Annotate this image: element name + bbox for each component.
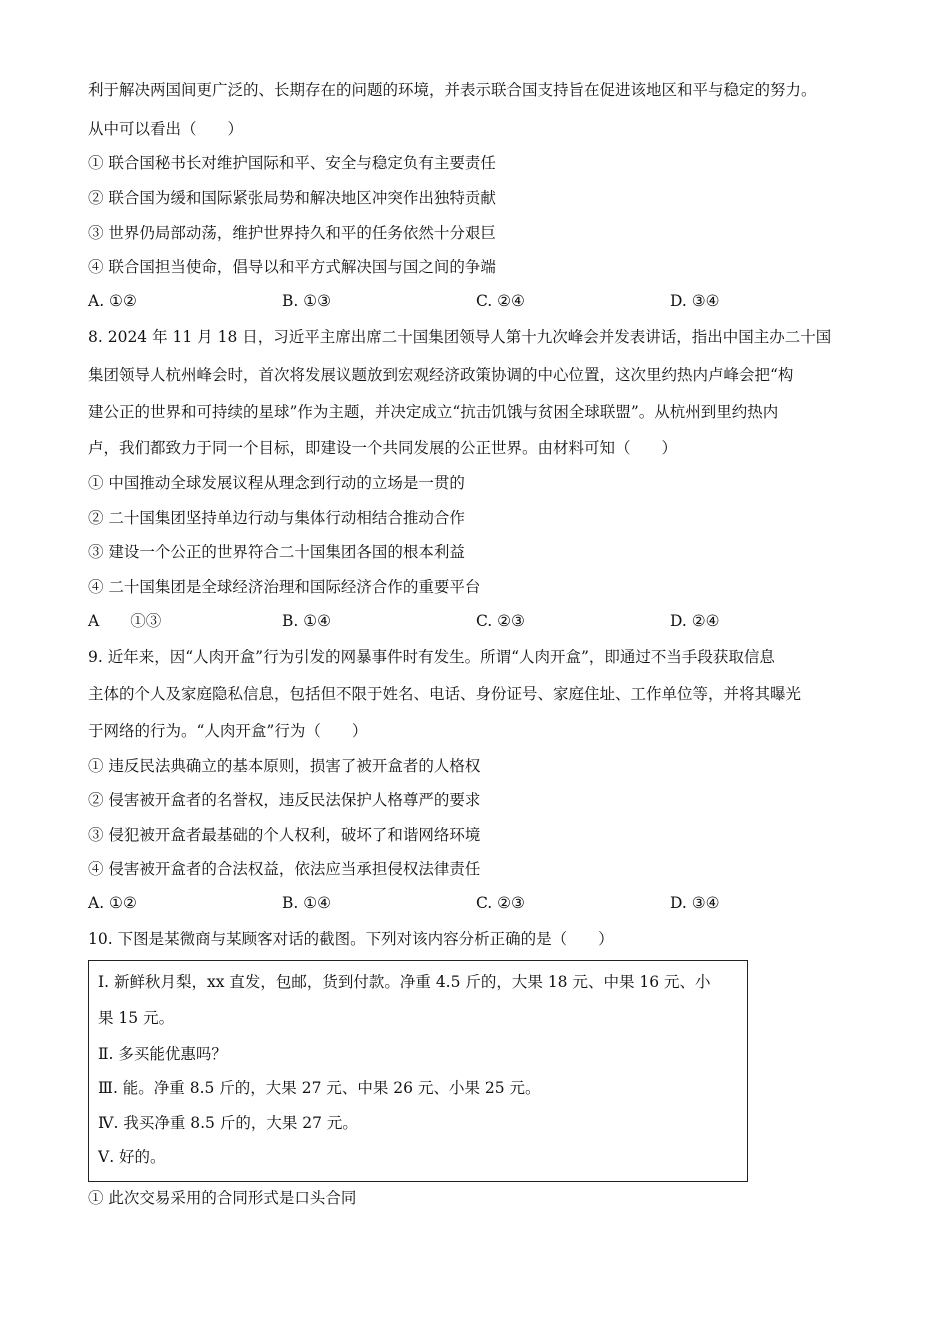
dialog-line-4: Ⅲ. 能。净重 8.5 斤的，大果 27 元、中果 26 元、小果 25 元。 — [98, 1079, 541, 1097]
option-b: B. ①④ — [282, 612, 332, 630]
q10-stem: 10. 下图是某微商与某顾客对话的截图。下列对该内容分析正确的是（ ） — [88, 930, 614, 948]
chat-dialog-box — [88, 960, 748, 1182]
q8-options — [88, 611, 868, 631]
option-c: C. ②③ — [476, 612, 525, 630]
q8-statement-2: ② 二十国集团坚持单边行动与集体行动相结合推动合作 — [88, 509, 465, 527]
q8-statement-1: ① 中国推动全球发展议程从理念到行动的立场是一贯的 — [88, 474, 465, 492]
dialog-line-5: Ⅳ. 我买净重 8.5 斤的，大果 27 元。 — [98, 1114, 358, 1132]
intro-statement-1: ① 联合国秘书长对维护国际和平、安全与稳定负有主要责任 — [88, 154, 496, 172]
q9-statement-3: ③ 侵犯被开盒者最基础的个人权利，破坏了和谐网络环境 — [88, 826, 481, 844]
q9-statement-2: ② 侵害被开盒者的名誉权，违反民法保护人格尊严的要求 — [88, 791, 481, 809]
intro-statement-4: ④ 联合国担当使命，倡导以和平方式解决国与国之间的争端 — [88, 258, 496, 276]
dialog-line-3: Ⅱ. 多买能优惠吗？ — [98, 1045, 227, 1063]
q8-statement-3: ③ 建设一个公正的世界符合二十国集团各国的根本利益 — [88, 543, 465, 561]
q8-stem-line-2: 集团领导人杭州峰会时，首次将发展议题放到宏观经济政策协调的中心位置，这次里约热内卢峰会把“构 — [88, 366, 794, 384]
dialog-line-2: 果 15 元。 — [98, 1009, 175, 1027]
intro-options — [88, 291, 868, 311]
dialog-line-1: I. 新鲜秋月梨，xx 直发，包邮，货到付款。净重 4.5 斤的，大果 18 元、中果 16 元、小 — [98, 973, 711, 991]
dialog-line-6: Ⅴ. 好的。 — [98, 1148, 166, 1166]
q10-statement-1: ① 此次交易采用的合同形式是口头合同 — [88, 1189, 357, 1207]
option-c: C. ②③ — [476, 894, 525, 912]
q8-statement-4: ④ 二十国集团是全球经济治理和国际经济合作的重要平台 — [88, 578, 481, 596]
q8-stem-line-3: 建公正的世界和可持续的星球”作为主题，并决定成立“抗击饥饿与贫困全球联盟”。从杭州到里约热内 — [88, 403, 779, 421]
intro-line-1: 利于解决两国间更广泛的、长期存在的问题的环境，并表示联合国支持旨在促进该地区和平与稳定的努力。 — [88, 81, 817, 99]
intro-statement-2: ② 联合国为缓和国际紧张局势和解决地区冲突作出独特贡献 — [88, 189, 496, 207]
q9-stem-line-3: 于网络的行为。“人肉开盒”行为（ ） — [88, 722, 368, 740]
q9-statement-1: ① 违反民法典确立的基本原则，损害了被开盒者的人格权 — [88, 757, 481, 775]
option-d: D. ②④ — [670, 612, 720, 630]
intro-line-2: 从中可以看出（ ） — [88, 120, 244, 138]
option-b: B. ①③ — [282, 292, 332, 310]
intro-statement-3: ③ 世界仍局部动荡，维护世界持久和平的任务依然十分艰巨 — [88, 224, 496, 242]
q9-options — [88, 893, 868, 913]
option-a: A. ①② — [88, 894, 137, 912]
option-b: B. ①④ — [282, 894, 332, 912]
option-a: A. ①② — [88, 292, 137, 310]
option-d: D. ③④ — [670, 292, 720, 310]
q9-stem-line-2: 主体的个人及家庭隐私信息，包括但不限于姓名、电话、身份证号、家庭住址、工作单位等，并将其曝光 — [88, 685, 802, 703]
q9-stem-line-1: 9. 近年来，因“人肉开盒”行为引发的网暴事件时有发生。所谓“人肉开盒”，即通过不当手段获取信息 — [88, 648, 775, 666]
option-c: C. ②④ — [476, 292, 525, 310]
q8-stem-line-4: 卢，我们都致力于同一个目标，即建设一个共同发展的公正世界。由材料可知（ ） — [88, 439, 678, 457]
option-d: D. ③④ — [670, 894, 720, 912]
q8-stem-line-1: 8. 2024 年 11 月 18 日，习近平主席出席二十国集团领导人第十九次峰会并发表讲话，指出中国主办二十国 — [88, 328, 832, 346]
option-a: A ①③ — [88, 612, 162, 630]
q9-statement-4: ④ 侵害被开盒者的合法权益，依法应当承担侵权法律责任 — [88, 860, 481, 878]
